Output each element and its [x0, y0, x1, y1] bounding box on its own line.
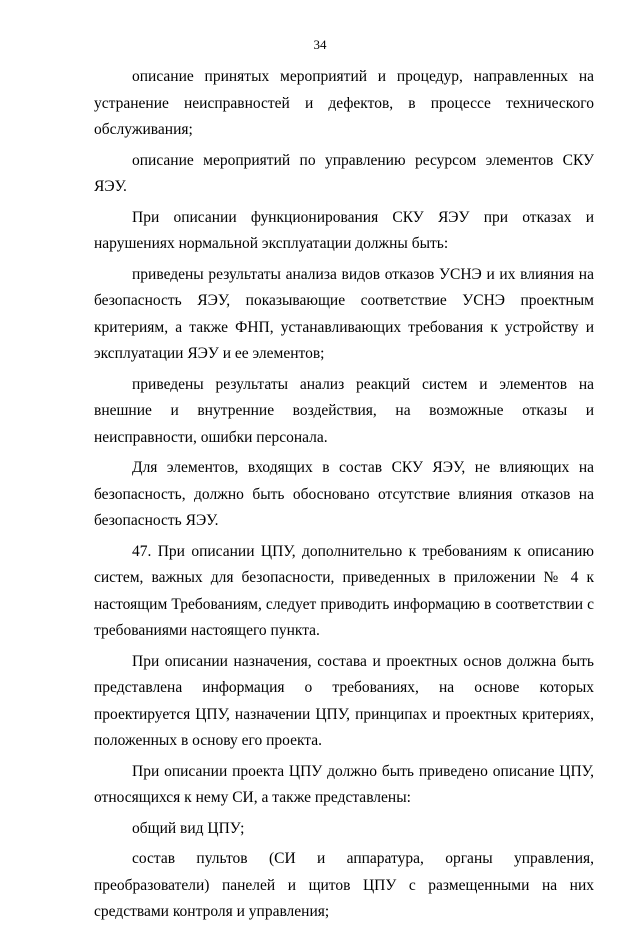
document-body	[94, 64, 594, 926]
paragraph: приведены результаты анализ реакций систем и элементов на внешние и внутренние воздействия, на возможные отказы и неисправности, ошибки персонала.	[94, 375, 594, 446]
paragraph: При описании проекта ЦПУ должно быть приведено описание ЦПУ, относящихся к нему СИ, а также представлены:	[94, 762, 594, 806]
paragraph: описание мероприятий по управлению ресурсом элементов СКУ ЯЭУ.	[94, 151, 594, 195]
paragraph: Для элементов, входящих в состав СКУ ЯЭУ, не влияющих на безопасность, должно быть обосновано отсутствие влияния отказов на безопасность ЯЭУ.	[94, 459, 594, 529]
page-number: 34	[313, 37, 327, 52]
paragraph: При описании назначения, состава и проектных основ должна быть представлена информация о требованиях, на основе которых проектируется ЦПУ, назначении ЦПУ, принципах и проектных критериях, положенных в основу его проекта.	[94, 652, 594, 749]
paragraph: 47. При описании ЦПУ, дополнительно к требованиям к описанию систем, важных для безопасности, приведенных в приложении № 4 к настоящим Требованиям, следует приводить информацию в соответствии с требованиями настоящего пункта.	[94, 542, 594, 639]
paragraph: приведены результаты анализа видов отказов УСНЭ и их влияния на безопасность ЯЭУ, показывающие соответствие УСНЭ проектным критериям, а также ФНП, устанавливающих требования к устройству и эксплуатации ЯЭУ и ее элементов;	[94, 265, 594, 362]
paragraph: описание принятых мероприятий и процедур, направленных на устранение неисправностей и дефектов, в процессе технического обслуживания;	[94, 68, 594, 138]
paragraph: общий вид ЦПУ;	[132, 819, 245, 837]
paragraph: состав пультов (СИ и аппаратура, органы управления, преобразователи) панелей и щитов ЦПУ с размещенными на них средствами контроля и управления;	[94, 850, 594, 920]
paragraph: При описании функционирования СКУ ЯЭУ при отказах и нарушениях нормальной эксплуатации должны быть:	[94, 208, 594, 252]
